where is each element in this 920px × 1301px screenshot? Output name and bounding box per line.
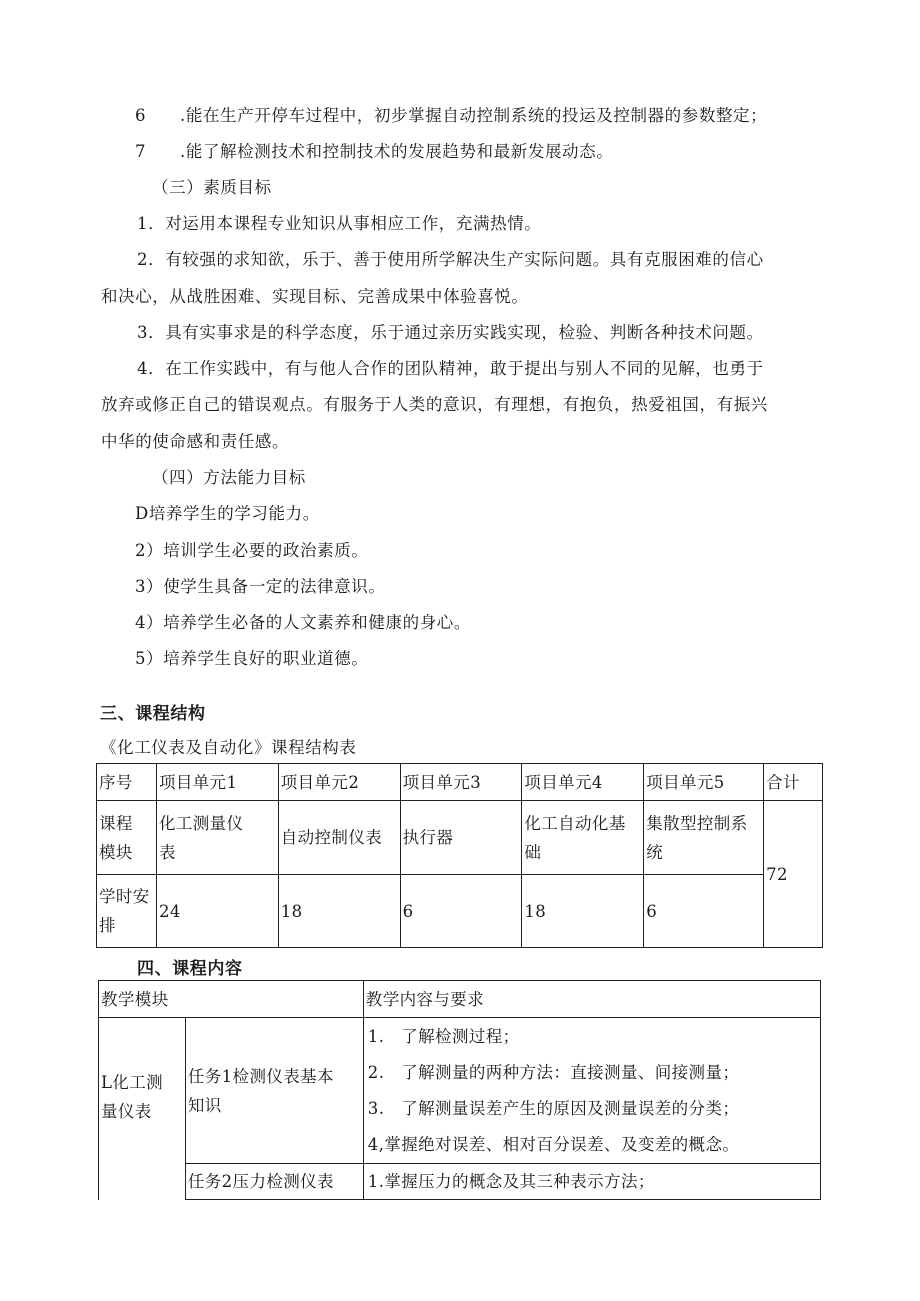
content-item: 4,掌握绝对误差、相对百分误差、及变差的概念。 [367,1134,740,1154]
module-line: 集散型控制系 [646,813,748,833]
module-line: 化工自动化基 [524,813,626,833]
header-cell: 序号 [97,764,157,801]
structure-hours-row [97,875,823,948]
task-name-cell: 任务2压力检测仪表 [185,1164,363,1200]
task-name-cell [185,1018,363,1164]
content-item: 1. 了解检测过程； [367,1026,520,1046]
quality-heading: （三）素质目标 [152,178,272,197]
header-cell: 项目单元5 [644,764,764,801]
objective-text: .能在生产开停车过程中，初步掌握自动控制系统的投运及控制器的参数整定； [180,106,768,125]
module-line: 化工测量仪 [158,813,244,833]
quality-item-2-line-2: 和决心，从战胜困难、实现目标、完善成果中体验喜悦。 [101,287,529,306]
hours-cell: 6 [400,875,522,948]
header-cell: 合计 [764,764,823,801]
method-item-1: D培养学生的学习能力。 [135,504,320,523]
structure-header-row [97,764,823,801]
quality-item-3: 3．具有实事求是的科学态度，乐于通过亲历实践实现，检验、判断各种技术问题。 [137,323,764,342]
module-cell [278,801,400,875]
module-cell [156,801,278,875]
header-cell: 教学模块 [99,981,364,1018]
content-table [98,980,821,1200]
quality-item-4-line-2: 放弃或修正自己的错误观点。有服务于人类的意识，有理想，有抱负，热爱祖国，有振兴 [101,395,768,414]
header-cell: 教学内容与要求 [363,981,820,1018]
objective-num: 7 [135,142,147,161]
module-name-line: L化工测 [101,1073,164,1092]
method-item-5: 5）培养学生良好的职业道德。 [135,649,369,668]
header-cell: 项目单元2 [278,764,400,801]
module-label-line: 模块 [99,842,133,862]
structure-section-title: 三、课程结构 [100,704,206,724]
task-name-line: 任务1检测仪表基本 [187,1066,334,1086]
header-cell: 项目单元3 [400,764,522,801]
objective-text: .能了解检测技术和控制技术的发展趋势和最新发展动态。 [180,142,614,161]
module-label-line: 课程 [99,813,133,833]
header-cell: 项目单元1 [156,764,278,801]
module-line: 表 [158,842,176,862]
hours-label-cell [97,875,157,948]
hours-label-line: 学时安 [99,887,150,906]
quality-item-4-line-3: 中华的使命感和责任感。 [101,432,290,451]
module-label-cell [97,801,157,875]
objective-item-7 [135,140,613,164]
method-item-4: 4）培养学生必备的人文素养和健康的身心。 [135,613,471,632]
method-item-2: 2）培训学生必要的政治素质。 [135,541,369,560]
total-hours-cell: 72 [764,801,823,948]
objective-num: 6 [135,106,147,125]
content-section-title: 四、课程内容 [137,959,243,979]
content-item: 1.掌握压力的概念及其三种表示方法； [367,1172,655,1191]
hours-cell: 6 [644,875,764,948]
module-line: 统 [646,842,664,862]
task-content-cell [363,1018,820,1164]
module-name-line: 量仪表 [101,1102,152,1121]
objective-item-6 [135,104,767,128]
content-task2-row [99,1164,821,1200]
structure-module-row [97,801,823,875]
structure-table-caption: 《化工仪表及自动化》课程结构表 [100,738,357,757]
hours-cell: 18 [278,875,400,948]
task-content-cell [363,1164,820,1200]
module-line: 执行器 [402,828,454,847]
content-header-row [99,981,821,1018]
hours-cell: 24 [156,875,278,948]
header-cell: 项目单元4 [522,764,644,801]
module-line: 础 [524,842,542,862]
hours-cell: 18 [522,875,644,948]
structure-table [96,763,823,948]
content-item: 2. 了解测量的两种方法：直接测量、间接测量； [367,1062,740,1082]
method-item-3: 3）使学生具备一定的法律意识。 [135,577,386,596]
quality-item-2-line-1: 2．有较强的求知欲，乐于、善于使用所学解决生产实际问题。具有克服困难的信心 [137,250,764,269]
module-cell [400,801,522,875]
content-task1-row [99,1018,821,1164]
task-name-line: 知识 [187,1095,222,1115]
module-name-cell [99,1018,186,1200]
quality-item-4-line-1: 4．在工作实践中，有与他人合作的团队精神，敢于提出与别人不同的见解，也勇于 [137,359,764,378]
content-item: 3. 了解测量误差产生的原因及测量误差的分类； [367,1098,740,1118]
module-cell [522,801,644,875]
quality-item-1: 1．对运用本课程专业知识从事相应工作，充满热情。 [137,214,542,233]
module-cell [644,801,764,875]
hours-label-line: 排 [99,916,116,935]
method-heading: （四）方法能力目标 [152,468,306,487]
module-line: 自动控制仪表 [280,828,383,847]
